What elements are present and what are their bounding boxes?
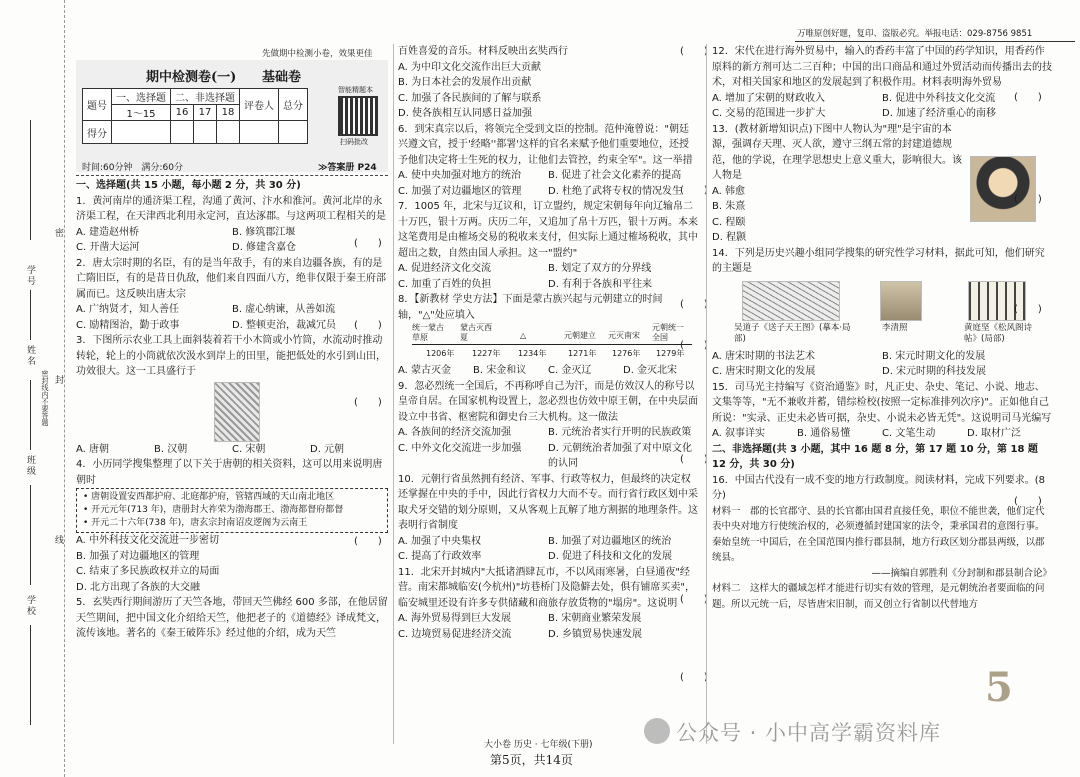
time-score: 时间:60分钟 满分:60分 — [82, 163, 183, 173]
column-2 — [398, 44, 698, 642]
question-3: 3．下图所示农业工具上面斜装着若干小木筒或小竹筒，水流动时推动转轮，轮上的小筒就依次汲水到岸上的田里，能把低处的水引到山田，功效很大。这一工具盛行于 — [76, 335, 386, 377]
question-5: 5．玄奘西行期间游历了天竺各地，带回天竺佛经 600 多部，在他居留天竺期间，把中国文化介绍给天竺，他把老子的《道德经》译成梵文，流传该地。著名的《秦王破阵乐》经过他的介绍，成为天竺 — [76, 597, 388, 639]
q3-option-c[interactable]: C. 宋朝 — [232, 443, 266, 455]
q4-option-c[interactable]: C. 结束了多民族政权并立的局面 — [76, 566, 220, 577]
q2-option-d[interactable]: D. 整顿吏治，裁减冗员 — [232, 319, 337, 331]
q6-option-a[interactable]: A. 使中央加强对地方的统治 — [398, 170, 522, 181]
q6-option-d[interactable]: D. 杜绝了武将专权的情况发生 — [548, 185, 683, 197]
q8-option-c[interactable]: C. 金灭辽 — [548, 365, 592, 376]
q13-option-d[interactable]: D. 程颢 — [712, 232, 747, 243]
margin-xian: 线 — [53, 535, 63, 546]
th-qnum: 题号 — [83, 89, 112, 121]
td-16: 16 — [171, 105, 194, 121]
question-12: 12．宋代在进行海外贸易中，输入的香药丰富了中国的药学知识，用香药作原料的新方剂可达二三百种；中国的出口商品和通过外贸活动而传播出去的技术，对相关国家和地区的发展起到了积极作用。材料表明海外贸易 — [712, 46, 1052, 88]
q4-option-a[interactable]: A. 中外科技文化交流进一步密切 — [76, 535, 220, 546]
answer-bracket-3[interactable]: ( ) — [354, 397, 382, 408]
q7-option-b[interactable]: B. 划定了双方的分界线 — [548, 263, 652, 274]
q12-option-b[interactable]: B. 促进中外科技文化交流 — [882, 92, 996, 104]
timeline-label-6: 元朝统一全国 — [652, 323, 684, 342]
score-cell-choice[interactable] — [112, 121, 171, 144]
timeline-year-2: 1227年 — [472, 349, 501, 358]
question-9: 9．忽必烈统一全国后，不再称呼自己为汗，而是仿效汉人的称号以皇帝自居。在国家机构设置上，忽必烈也仿效中原王朝，在中央层面设立中书省、枢密院和御史台三大机构。这一做法 — [398, 380, 698, 423]
q3-option-a[interactable]: A. 唐朝 — [76, 443, 110, 455]
q14-option-c[interactable]: C. 唐宋时期文化的发展 — [712, 366, 816, 377]
timeline-year-1: 1206年 — [426, 349, 455, 358]
q2-option-b[interactable]: B. 虚心纳谏，从善如流 — [232, 304, 336, 315]
q15-option-a[interactable]: A. 叙事详实 — [712, 428, 766, 439]
q13-option-c[interactable]: C. 程颐 — [712, 216, 746, 228]
question-8: 8．【新教材 学史方法】下面是蒙古族兴起与元朝建立的时间轴，"△"处应填入 — [398, 294, 663, 321]
section-1-heading: 一、选择题(共 15 小题，每小题 2 分，共 30 分) — [76, 180, 301, 191]
q2-option-a[interactable]: A. 广纳贤才，知人善任 — [76, 304, 180, 315]
timeline-label-2: 蒙古灭西夏 — [460, 323, 492, 342]
q4-material-1: • 唐朝设置安西都护府、北庭都护府，管辖西域的天山南北地区 — [83, 492, 335, 502]
score-cell-16[interactable] — [171, 121, 194, 144]
th-grader: 评卷人 — [240, 89, 279, 121]
section-2-heading: 二、非选择题(共 3 小题，其中 16 题 8 分，第 17 题 10 分，第 18 题 12 分，共 30 分) — [712, 443, 1038, 470]
q14-option-a[interactable]: A. 唐宋时期的书法艺术 — [712, 350, 816, 362]
column-3 — [712, 44, 1052, 611]
timeline-year-5: 1276年 — [612, 349, 641, 358]
qr-code[interactable] — [338, 96, 378, 136]
margin-id-label: 学号 — [25, 265, 35, 287]
q15-option-b[interactable]: B. 通俗易懂 — [797, 428, 851, 439]
q8-timeline — [398, 323, 698, 363]
q5-option-b[interactable]: B. 为日本社会的发展作出贡献 — [398, 77, 532, 88]
q10-option-c[interactable]: C. 提高了行政效率 — [398, 551, 482, 562]
q1-option-b[interactable]: B. 修筑郡江堰 — [232, 226, 296, 238]
q13-option-b[interactable]: B. 朱熹 — [712, 201, 746, 212]
q4-material-3: • 开元二十六年(738 年)，唐玄宗封南诏皮逻阁为云南王 — [83, 518, 308, 528]
question-13: 13．(教材新增知识点)下图中人物认为"理"是宇宙的本源，强调存天理、灭人欲，遵守三纲五常的封建道德规范，他的学说，在理学思想史上意义重大，影响很大。该人物是 — [712, 123, 962, 181]
q1-option-a[interactable]: A. 建造赵州桥 — [76, 226, 140, 238]
column-1 — [76, 178, 388, 642]
q11-option-a[interactable]: A. 海外贸易得到巨大发展 — [398, 613, 512, 624]
answer-bracket-9[interactable]: ( ) — [680, 454, 708, 465]
q8-option-a[interactable]: A. 蒙古灭金 — [398, 365, 452, 376]
qr-bottom-label: 扫码批改 — [340, 138, 368, 146]
question-10: 10．元朝行省虽然拥有经济、军事、行政等权力，但最终的决定权还掌握在中央的手中，因此行省权力大而不专。而行省行政区划中采取犬牙交错的划分原则，又从客观上瓦解了地方割据的地理条件。这表明行省制度 — [398, 473, 698, 531]
th-total: 总分 — [279, 89, 308, 121]
score-cell-total[interactable] — [279, 121, 308, 144]
question-7: 7．1005 年，北宋与辽议和，订立盟约，规定宋朝每年向辽输帛二十万匹，银十万两。庆历二年，又追加了帛十万匹，银十万两。本来这笔费用是由榷场交易的税收来支付，但实际上通过榷场税收，其中超出之数，自然由国人承担。这一"盟约" — [398, 201, 698, 259]
question-15: 15．司马光主持编写《资治通鉴》时，凡正史、杂史、笔记、小说、地志、文集等等，"无不兼收并蓄，错综检校(按照一定标准排列次序)"。正如他自己所说："实录、正史未必皆可据，杂史、小说未必皆无凭"。这说明司马光编写 — [712, 381, 1052, 424]
margin-mi: 密 — [53, 228, 63, 239]
q4-option-b[interactable]: B. 加强了对边疆地区的管理 — [76, 550, 200, 562]
q4-materials-box — [76, 488, 388, 533]
timeline-year-6: 1279年 — [656, 349, 685, 358]
q8-option-b[interactable]: B. 宋金和议 — [473, 365, 527, 376]
q14-option-b[interactable]: B. 宋元时期文化的发展 — [882, 350, 986, 362]
caption-li: 李清照 — [882, 322, 908, 333]
q4-material-2: • 开元元年(713 年)，唐册封大祚荣为渤海郡王、渤海都督府都督 — [83, 505, 344, 515]
caption-calligraphy: 黄庭坚《松风阁诗帖》(局部) — [964, 322, 1033, 344]
page-number-digit: 5 — [985, 664, 1013, 711]
q8-option-d[interactable]: D. 金灭北宋 — [623, 365, 678, 376]
q16-material-1: 材料一 郡的长官郡守、县的长官都由国君直接任免，职位不能世袭，他们定代表中央对地方行使统治权的，必须遵循封建国家的法令，秉承国君的意图行事。秦始皇统一中国后，在全国范围内推行郡县制，地方行政区划分郡县两级，以郡统县。 — [712, 505, 1045, 563]
q14-images — [712, 277, 1052, 349]
q6-option-b[interactable]: B. 促进了社会文化素养的提高 — [548, 170, 682, 181]
q13-option-a[interactable]: A. 韩愈 — [712, 185, 746, 197]
td-range: 1～15 — [112, 105, 171, 121]
timeline-label-1: 统一蒙古草原 — [412, 323, 444, 342]
q9-option-a[interactable]: A. 各族间的经济交流加强 — [398, 427, 512, 438]
q7-option-a[interactable]: A. 促进经济文化交流 — [398, 263, 492, 274]
score-cell-18[interactable] — [217, 121, 240, 144]
question-16: 16．中国古代没有一成不变的地方行政制度。阅读材料，完成下列要求。(8 分) — [712, 474, 1045, 501]
q1-options-row1 — [76, 225, 388, 241]
q5-continued: 百姓喜爱的音乐。材料反映出玄奘西行 — [398, 46, 568, 57]
q4-option-d[interactable]: D. 北方出现了各族的大交融 — [76, 581, 201, 593]
answer-bracket-2[interactable]: ( ) — [354, 320, 382, 331]
answer-bracket-10[interactable]: ( ) — [680, 594, 708, 605]
q16-material-1-source: ——摘编自郭胜利《分封制和郡县制合论》 — [871, 567, 1052, 579]
q14-option-d[interactable]: D. 宋元时期的科技发展 — [882, 366, 987, 377]
q2-option-c[interactable]: C. 励精图治，勤于政事 — [76, 319, 180, 331]
question-14: 14．下列是历史兴趣小组同学搜集的研究性学习材料，据此可知，他们研究的主题是 — [712, 247, 1045, 274]
q9-option-c[interactable]: C. 中外文化交流进一步加强 — [398, 442, 522, 454]
q10-option-d[interactable]: D. 促进了科技和文化的发展 — [548, 551, 673, 562]
watermark-text: 公众号 · 小中高学霸资料库 — [676, 721, 942, 745]
q6-option-c[interactable]: C. 加强了对边疆地区的管理 — [398, 185, 522, 197]
q3-option-d[interactable]: D. 元朝 — [310, 443, 345, 455]
answer-bracket-12[interactable]: ( ) — [1014, 92, 1042, 103]
wechat-icon — [644, 718, 670, 744]
q12-option-c[interactable]: C. 交易的范围进一步扩大 — [712, 108, 826, 119]
answer-bracket-8[interactable]: ( ) — [680, 340, 708, 351]
footer-page: 第5页，共14页 — [490, 753, 573, 767]
q15-option-d[interactable]: D. 取材广泛 — [967, 428, 1022, 439]
question-6: 6．到宋真宗以后，将领完全受到文臣的控制。范仲淹曾说："朝廷兴遵文官，授于'经略''都署'这样的官名来赋予他们重要地位，还授予他们决定将士生死的权力，让他们去管控，约束全军"。这一举措 — [398, 123, 693, 166]
answer-bracket-5[interactable]: ( ) — [680, 46, 708, 57]
q5-option-a[interactable]: A. 为中印文化交流作出巨大贡献 — [398, 61, 542, 73]
td-18: 18 — [217, 105, 240, 121]
zhu-xi-portrait — [970, 156, 1036, 222]
margin-seal-note: 密封线内不要答题 — [41, 370, 49, 426]
timeline-label-5: 元灭南宋 — [608, 331, 640, 340]
painting-image — [742, 281, 840, 321]
q12-option-a[interactable]: A. 增加了宋朝的财政收入 — [712, 92, 826, 104]
q9-option-d[interactable]: D. 元朝统治者加强了对中原文化的认同 — [548, 442, 693, 469]
waterwheel-image — [214, 382, 260, 442]
answer-bracket-7[interactable]: ( ) — [680, 299, 708, 310]
q16-material-2: 材料二 这样大的疆域怎样才能进行切实有效的管理，是元朝统治者要面临的问题。所以元统一后，尽皆唐宋旧制，而又创立行省制以代替地方 — [712, 583, 1045, 610]
timeline-year-4: 1271年 — [568, 349, 597, 358]
question-2: 2．唐太宗时期的名臣，有的是当年敌手，有的来自边疆各族，有的是亡隋旧臣，有的是昔日仇敌，他们来自四面八方，绝非仅限于秦王府部属而已。这反映出唐太宗 — [76, 257, 386, 300]
answer-ref: ≫答案册 P24 — [318, 163, 377, 173]
score-cell-17[interactable] — [194, 121, 217, 144]
q10-option-b[interactable]: B. 加强了对边疆地区的统治 — [548, 535, 672, 547]
score-table — [82, 88, 308, 144]
answer-bracket-6[interactable]: ( ) — [680, 185, 708, 196]
th-choice: 一、选择题 — [112, 89, 171, 105]
q1-option-c[interactable]: C. 开凿大运河 — [76, 242, 140, 253]
q7-option-d[interactable]: D. 有利于各族和平往来 — [548, 278, 653, 290]
margin-school-label: 学校 — [25, 595, 35, 617]
q3-option-b[interactable]: B. 汉朝 — [154, 443, 188, 455]
exam-header — [76, 60, 388, 172]
footer-series: 大小卷 历史 · 七年级(下册) — [484, 740, 593, 750]
margin-feng: 封 — [53, 375, 63, 386]
q12-option-d[interactable]: D. 加速了经济重心的南移 — [882, 108, 997, 119]
q9-option-b[interactable]: B. 元统治者实行开明的民族政策 — [548, 427, 692, 438]
q11-option-b[interactable]: B. 宋朝商业繁荣发展 — [548, 613, 642, 624]
li-qingzhao-image — [880, 281, 922, 321]
qr-top-label: 智能精题本 — [338, 86, 373, 94]
score-cell-grader[interactable] — [240, 121, 279, 144]
q5-option-c[interactable]: C. 加强了各民族间的了解与联系 — [398, 92, 542, 104]
q5-option-d[interactable]: D. 使各族相互认同感日益加强 — [398, 108, 533, 119]
q11-option-d[interactable]: D. 乡镇贸易快速发展 — [548, 628, 643, 640]
exam-title: 期中检测卷(一) — [146, 70, 237, 85]
q10-option-a[interactable]: A. 加强了中央集权 — [398, 535, 482, 547]
margin-class-label: 班级 — [25, 455, 35, 477]
td-score-label: 得分 — [83, 121, 112, 144]
top-right-notice: 万唯原创好题，复印、盗版必究。举报电话：029-8756 9851 — [797, 29, 1033, 39]
answer-bracket-1[interactable]: ( ) — [354, 238, 382, 249]
answer-bracket-4[interactable]: ( ) — [354, 536, 382, 547]
th-nonchoice: 二、非选择题 — [171, 89, 240, 105]
td-17: 17 — [194, 105, 217, 121]
answer-bracket-13[interactable]: ( ) — [1014, 194, 1042, 205]
timeline-year-3: 1234年 — [518, 349, 547, 358]
q1-option-d[interactable]: D. 修建含嘉仓 — [232, 242, 297, 253]
q7-option-c[interactable]: C. 加重了百姓的负担 — [398, 278, 492, 290]
margin-name-label: 姓名 — [25, 345, 35, 367]
top-right-rule — [795, 41, 1075, 42]
q15-option-c[interactable]: C. 文笔生动 — [882, 428, 936, 439]
answer-bracket-11[interactable]: ( ) — [680, 672, 708, 683]
timeline-label-3: △ — [520, 331, 527, 340]
binding-margin — [0, 0, 65, 777]
exam-subtitle: 基础卷 — [262, 70, 302, 85]
question-4: 4．小历同学搜集整理了以下关于唐朝的相关资料，这可以用来说明唐朝时 — [76, 459, 383, 486]
q11-option-c[interactable]: C. 边境贸易促进经济交流 — [398, 628, 512, 640]
timeline-label-4: 元朝建立 — [564, 331, 596, 340]
question-1: 1．黄河南岸的通济渠工程，沟通了黄河、汴水和淮河。黄河北岸的永济渠工程，在天津西北利用永定河，直达涿郡。与这两项工程相关的是 — [76, 195, 386, 222]
answer-bracket-14[interactable]: ( ) — [1014, 304, 1042, 315]
answer-bracket-15[interactable]: ( ) — [1014, 496, 1042, 507]
q1-options-row2 — [76, 240, 388, 256]
top-left-notice: 先做期中检测小卷，效果更佳 — [262, 49, 373, 59]
question-11: 11．北宋开封城内"大抵诸酒肆瓦市，不以风雨寒暑，白昼通夜"经营。南宋都城临安(今杭州)"坊巷桥门及隐僻去处，俱有铺席买卖"，临安城里还设有许多专供储藏和商旅存放货物的"塌房"。这说明 — [398, 566, 696, 609]
caption-painting: 吴道子《送子天王图》(摹本·局部) — [734, 322, 851, 344]
